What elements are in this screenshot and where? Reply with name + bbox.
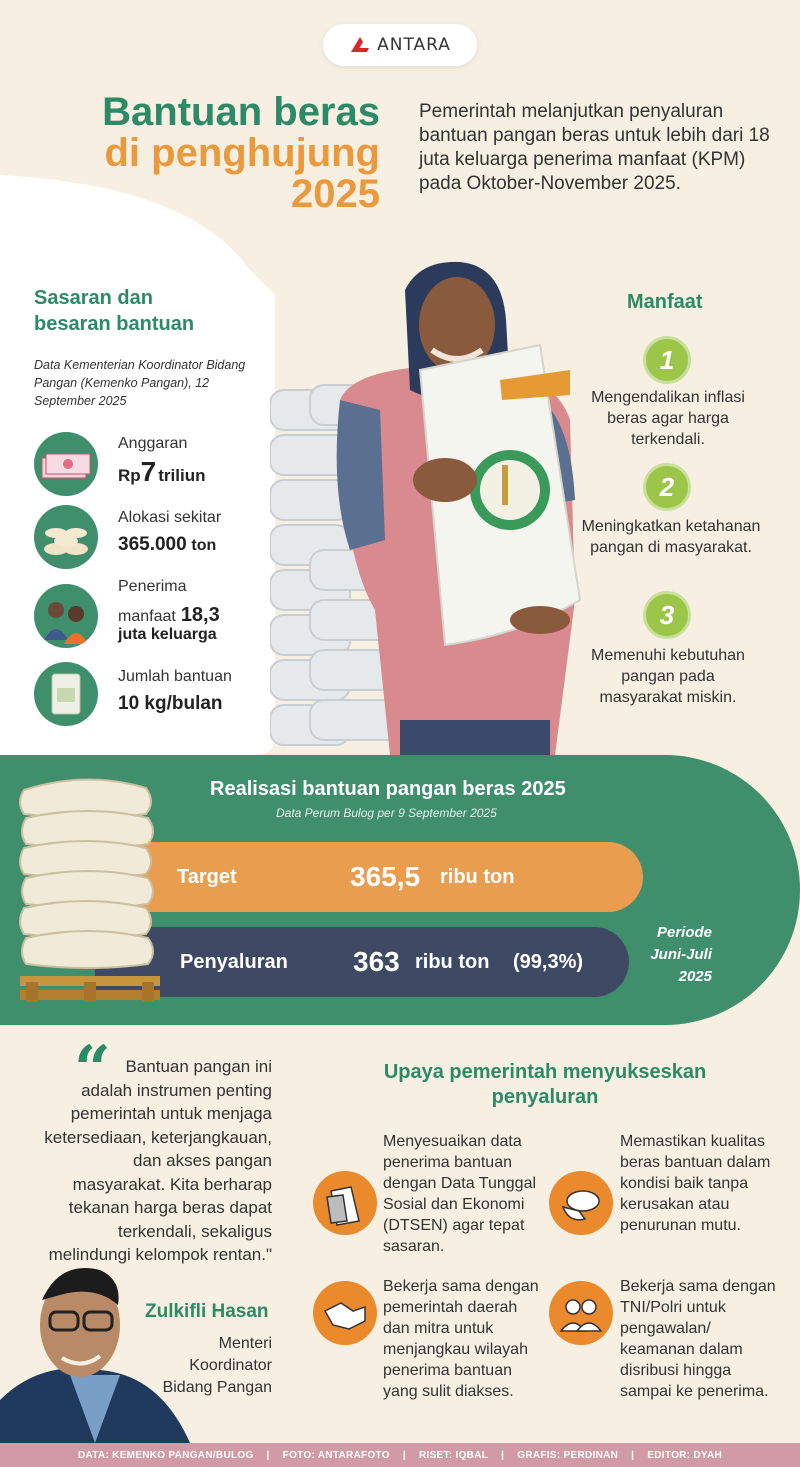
periode-label: Periode Juni-Juli 2025 [650,924,712,985]
quote-text: Bantuan pangan ini adalah instrumen penting pemerintah untuk menjaga ketersediaan, keterjangkauan, dan akses pangan masyarakat. Kita berharap tekanan harga beras dapat terkendali, sekaligus melindungi kelompok rentan." [44,1057,272,1264]
title-line3: 2025 [291,172,380,216]
title-line2: di penghujung [104,131,380,175]
credit-foto: FOTO: ANTARAFOTO [282,1449,390,1461]
handshake-icon [313,1281,377,1345]
stat-value-penerima: manfaat 18,3 [118,604,220,626]
target-unit: ribu ton [440,865,515,888]
target-value: 365,5 [350,861,421,892]
antara-logo-icon [349,34,371,56]
rice-sacks-icon [34,505,98,569]
upaya-text-4: Bekerja sama dengan TNI/Polri untuk pengawalan/ keamanan dalam disribusi hingga sampai ke penerima. [620,1278,776,1400]
quote-mark-icon: “ [74,1032,111,1107]
family-icon [34,584,98,648]
realisasi-title: Realisasi bantuan pangan beras 2025 [210,778,566,800]
credits-footer: DATA: KEMENKO PANGAN/BULOG | FOTO: ANTARAFOTO | RISET: IQBAL | GRAFIS: PERDINAN | EDITOR: DYAH [0,1443,800,1467]
penyaluran-percent: (99,3%) [513,950,584,973]
sasaran-source: Data Kementerian Koordinator Bidang Pangan (Kemenko Pangan), 12 September 2025 [34,358,246,408]
upaya-text-1: Menyesuaikan data penerima bantuan dengan Data Tunggal Sosial dan Ekonomi (DTSEN) agar tepat sasaran. [383,1133,537,1255]
manfaat-text-1: Mengendalikan inflasi beras agar harga terkendali. [591,389,745,448]
intro-text: Pemerintah melanjutkan penyaluran bantuan pangan beras untuk lebih dari 18 juta keluarga penerima manfaat (KPM) pada Oktober-November 2025. [419,101,770,194]
manfaat-text-3: Memenuhi kebutuhan pangan pada masyarakat miskin. [591,647,745,706]
rice-quality-icon [549,1171,613,1235]
penyaluran-bar [95,927,629,997]
title-line1: Bantuan beras [102,90,380,134]
stat-value-anggaran: Rp 7 triliun [118,456,206,487]
money-icon [34,432,98,496]
penyaluran-label: Penyaluran [180,950,288,973]
credit-riset: RISET: IQBAL [418,1449,489,1461]
target-label: Target [177,865,237,888]
quote-author-name: Zulkifli Hasan [145,1301,269,1322]
rice-bag-icon [34,662,98,726]
stat-value-jumlah: 10 kg/bulan [118,693,223,714]
credit-data: DATA: KEMENKO PANGAN/BULOG [77,1449,254,1461]
antara-logo [323,24,477,66]
manfaat-title: Manfaat [627,291,703,313]
manfaat-number-1: 1 [643,336,691,384]
stat-unit-penerima: juta keluarga [118,626,217,643]
woman-holding-rice-bag-photo [270,250,590,755]
stat-label-jumlah: Jumlah bantuan [118,668,232,685]
credit-grafis: GRAFIS: PERDINAN [517,1449,619,1461]
rice-sack-stack-illustration [16,770,166,1005]
quote-author-role: Menteri Koordinator Bidang Pangan [162,1335,272,1396]
penyaluran-unit: ribu ton [415,950,490,973]
credit-editor: EDITOR: DYAH [647,1449,723,1461]
sasaran-title: Sasaran dan besaran bantuan [34,287,195,335]
realisasi-source: Data Perum Bulog per 9 September 2025 [276,806,497,820]
penyaluran-value: 363 [353,946,400,977]
upaya-text-2: Memastikan kualitas beras bantuan dalam kondisi baik tanpa kerusakan atau penurunan mutu. [620,1133,771,1234]
document-icon [313,1171,377,1235]
security-icon [549,1281,613,1345]
manfaat-number-2: 2 [643,463,691,511]
logo-text: ANTARA [377,35,451,55]
manfaat-number-3: 3 [643,591,691,639]
upaya-text-3: Bekerja sama dengan pemerintah daerah dan mitra untuk menjangkau wilayah penerima bantuan yang sulit diakses. [383,1278,539,1400]
stat-value-alokasi: 365.000 ton [118,534,217,555]
stat-label-penerima: Penerima [118,578,187,595]
stat-label-anggaran: Anggaran [118,435,188,452]
target-bar [95,842,643,912]
upaya-title: Upaya pemerintah menyukseskan penyaluran [383,1061,707,1108]
stat-label-alokasi: Alokasi sekitar [118,509,222,526]
manfaat-text-2: Meningkatkan ketahanan pangan di masyarakat. [581,518,761,556]
